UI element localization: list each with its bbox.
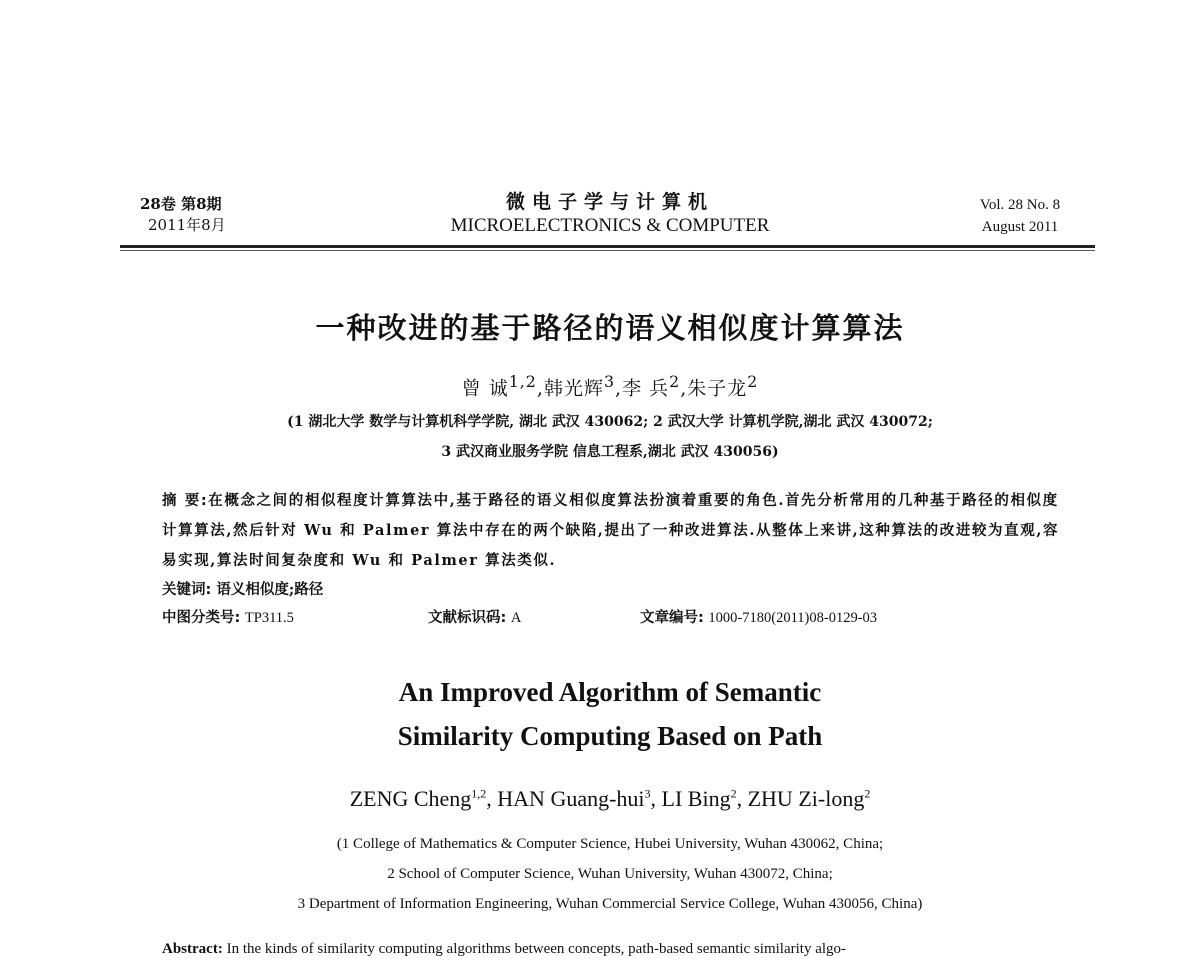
author-name: ZENG Cheng xyxy=(349,786,472,811)
classification-value: TP311.5 xyxy=(244,610,294,626)
classification-number xyxy=(162,606,294,630)
affiliation-en-line3: 3 Department of Information Engineering, Wuhan Commercial Service College, Wuhan 430056, China) xyxy=(297,896,923,912)
keywords-cn-label: 关键词: xyxy=(162,582,212,598)
affiliation-cn-line2: 3 武汉商业服务学院 信息工程系,湖北 武汉 430056) xyxy=(441,444,779,460)
header-journal xyxy=(380,190,840,238)
classification-label: 中图分类号: xyxy=(162,610,241,626)
author-affil-sup: 2 xyxy=(669,372,681,391)
doc-code-value: A xyxy=(510,610,522,626)
keywords-cn xyxy=(162,578,323,602)
author-name: HAN Guang-hui xyxy=(497,786,645,811)
author-name: ZHU Zi-long xyxy=(747,786,865,811)
volume-issue-cn: 28卷 第8期 xyxy=(140,195,222,213)
affiliation-cn-line1: (1 湖北大学 数学与计算机科学学院, 湖北 武汉 430062; 2 武汉大学 计算机学院,湖北 武汉 430072; xyxy=(287,414,933,430)
affiliation-en-line1: (1 College of Mathematics & Computer Science, Hubei University, Wuhan 430062, China; xyxy=(336,836,884,852)
header-right xyxy=(950,194,1090,238)
abstract-cn-label: 摘 要: xyxy=(162,493,209,509)
header-rule-thick xyxy=(120,245,1095,248)
author-affil-sup: 3 xyxy=(644,786,651,801)
volume-issue-en: Vol. 28 No. 8 xyxy=(979,197,1061,213)
header-left xyxy=(140,194,300,236)
author-name: LI Bing xyxy=(661,786,731,811)
authors-cn: 曾 诚$^{1,2}$,韩光辉$^3$,李 兵$^2$,朱子龙$^2$ xyxy=(461,372,759,400)
journal-name-cn: 微电子学与计算机 xyxy=(505,191,714,213)
author-affil-sup: 1,2 xyxy=(508,372,537,391)
abstract-en xyxy=(162,938,1062,960)
author-name: 曾 诚 xyxy=(461,377,509,400)
author-name: 朱子龙 xyxy=(687,377,748,400)
abstract-cn-text: 在概念之间的相似程度计算算法中,基于路径的语义相似度算法扮演着重要的角色.首先分析常用的几种基于路径的相似度计算算法,然后针对 Wu 和 Palmer 算法中存在的两个缺陷,提出了一种改进算法.从整体上来讲,这种算法的改进较为直观,容易实现,算法时间复杂度和 Wu 和 Palmer 算法类似. xyxy=(162,492,1060,569)
document-code xyxy=(428,606,521,630)
header-rule-thin xyxy=(120,250,1095,251)
author-name: 韩光辉 xyxy=(543,377,604,400)
title-en-line2: Similarity Computing Based on Path xyxy=(397,721,823,751)
article-no-label: 文章编号: xyxy=(640,610,704,626)
date-cn: 2011年8月 xyxy=(148,216,226,234)
authors-en: ZENG Cheng$^{1,2}$, HAN Guang-hui$^3$, LI Bing$^2$, ZHU Zi-long$^2$ xyxy=(349,786,871,811)
affiliation-en-line2: 2 School of Computer Science, Wuhan University, Wuhan 430072, China; xyxy=(387,866,833,882)
keywords-cn-text: 语义相似度;路径 xyxy=(216,581,324,598)
paper-title-en xyxy=(150,670,1070,758)
title-en-line1: An Improved Algorithm of Semantic xyxy=(398,677,822,707)
abstract-en-label: Abstract: xyxy=(162,941,223,957)
author-affil-sup: 2 xyxy=(730,786,737,801)
doc-code-label: 文献标识码: xyxy=(428,610,507,626)
journal-name-en: MICROELECTRONICS & COMPUTER xyxy=(450,215,770,236)
author-affil-sup: 2 xyxy=(864,786,871,801)
author-affil-sup: 1,2 xyxy=(471,786,487,801)
author-name: 李 兵 xyxy=(622,377,670,400)
article-number xyxy=(640,606,877,630)
abstract-en-text: In the kinds of similarity computing algorithms between concepts, path-based semantic similarity algo- xyxy=(226,941,847,957)
paper-title-cn: 一种改进的基于路径的语义相似度计算算法 xyxy=(315,311,905,345)
date-en: August 2011 xyxy=(981,219,1059,235)
author-affil-sup: 3 xyxy=(603,372,616,391)
abstract-cn xyxy=(162,486,1062,576)
article-no-value: 1000-7180(2011)08-0129-03 xyxy=(708,610,878,626)
author-affil-sup: 2 xyxy=(747,372,759,391)
